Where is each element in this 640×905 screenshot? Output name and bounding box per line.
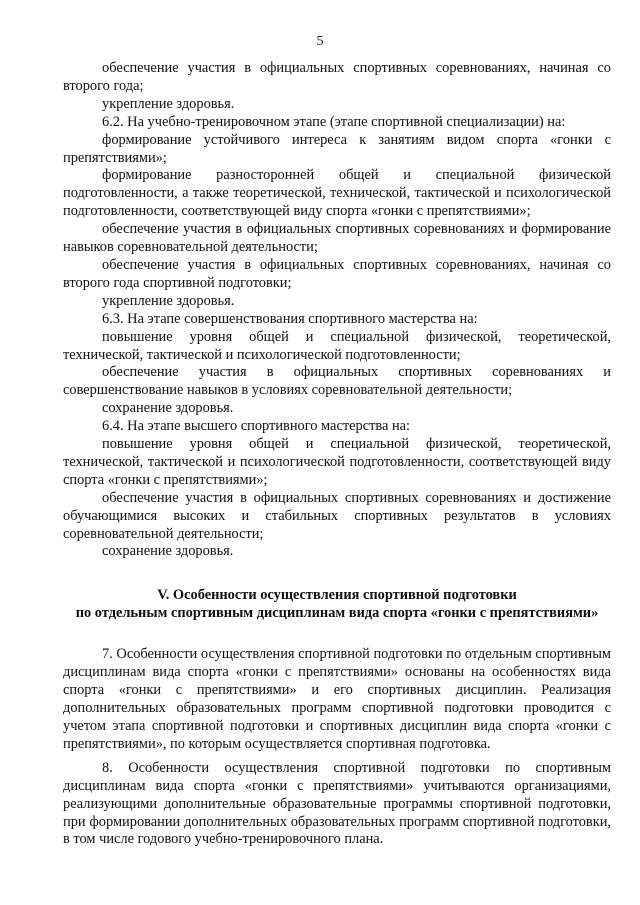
section-heading-line: по отдельным спортивным дисциплинам вида спорта «гонки с препятствиями» (75, 605, 599, 622)
paragraph: 6.3. На этапе совершенствования спортивного мастерства на: (102, 310, 478, 327)
paragraph: обеспечение участия в официальных спортивных соревнованиях и совершенствование навыков в условиях соревновательной деятельности; (63, 364, 611, 399)
paragraph: сохранение здоровья. (102, 543, 234, 560)
section-heading-line: V. Особенности осуществления спортивной подготовки (157, 587, 517, 604)
paragraph: 6.2. На учебно-тренировочном этапе (этапе спортивной специализации) на: (102, 113, 566, 130)
section-heading (63, 586, 611, 622)
paragraph: 6.4. На этапе высшего спортивного мастерства на: (102, 418, 411, 435)
paragraph: обеспечение участия в официальных спортивных соревнованиях, начиная со второго года; (63, 60, 611, 94)
page-number: 5 (316, 34, 324, 49)
paragraph: сохранение здоровья. (102, 400, 234, 417)
paragraph: укрепление здоровья. (102, 292, 235, 309)
paragraph: обеспечение участия в официальных спортивных соревнованиях и формирование навыков соревновательной деятельности; (63, 221, 611, 256)
document-body (63, 60, 611, 849)
paragraph: повышение уровня общей и специальной физической, теоретической, технической, тактической и психологической подготовленности; (63, 328, 611, 363)
paragraph: формирование устойчивого интереса к занятиям видом спорта «гонки с препятствиями»; (63, 131, 611, 166)
paragraph: 7. Особенности осуществления спортивной подготовки по отдельным спортивным дисциплинам вида спорта «гонки с препятствиями» основаны на особенностях вида спорта «гонки с препятствиями» и его спортивных дисциплин. Реализация дополнительных образовательных программ спортивной подготовки проводится с учетом этапа спортивной подготовки и спортивных дисциплин вида спорта «гонки с препятствиями», по которым осуществляется спортивная подготовка. (63, 646, 611, 752)
paragraph: укрепление здоровья. (102, 95, 235, 112)
paragraph: обеспечение участия в официальных спортивных соревнованиях, начиная со второго года спортивной подготовки; (63, 256, 611, 291)
paragraph: повышение уровня общей и специальной физической, теоретической, технической, тактической и психологической подготовленности, соответствующей виду спорта «гонки с препятствиями»; (63, 436, 611, 488)
paragraph: формирование разносторонней общей и специальной физической подготовленности, а также теоретической, технической, тактической и психологической подготовленности, соответствующей виду спорта «гонки с препятствиями»; (63, 167, 611, 220)
paragraph: 8. Особенности осуществления спортивной подготовки по спортивным дисциплинам вида спорта «гонки с препятствиями» учитываются организациями, реализующими дополнительные образовательные программы спортивной подготовки, при формировании дополнительных образовательных программ спортивной подготовки, в том числе годового учебно-тренировочного плана. (63, 759, 611, 848)
paragraph: обеспечение участия в официальных спортивных соревнованиях и достижение обучающимися высоких и стабильных спортивных результатов в условиях соревновательной деятельности; (63, 489, 611, 542)
